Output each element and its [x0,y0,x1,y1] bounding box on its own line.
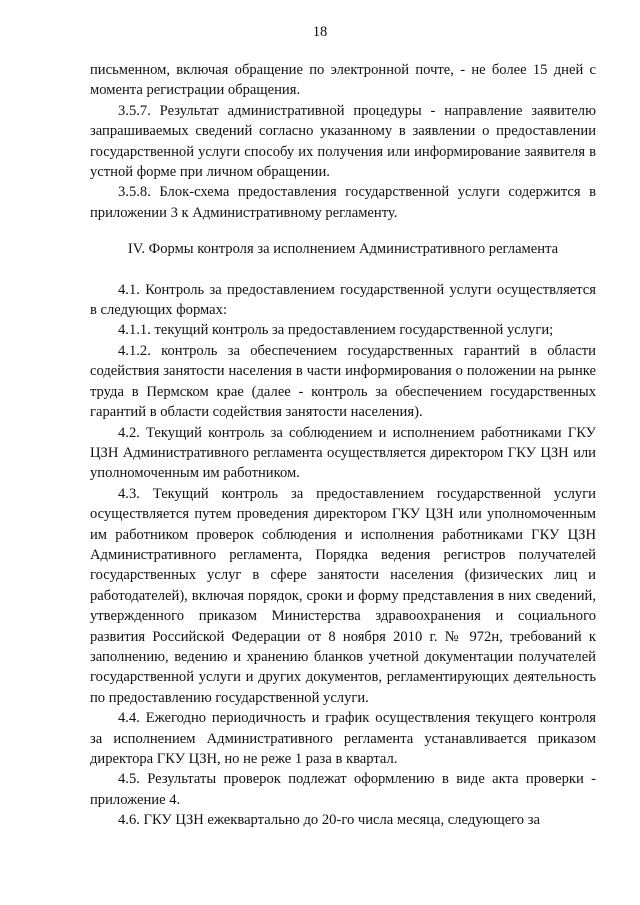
document-body [90,60,596,831]
paragraph-3-5-7: 3.5.7. Результат административной процедуры - направление заявителю запрашиваемых сведений согласно указанному в заявлении о предоставлении государственной услуги способу их получения или информирование заявителя в устной форме при личном обращении. [90,102,596,181]
paragraph-3-5-8: 3.5.8. Блок-схема предоставления государственной услуги содержится в приложении 3 к Административному регламенту. [90,184,596,221]
paragraph-4-5: 4.5. Результаты проверок подлежат оформлению в виде акта проверки - приложение 4. [90,771,596,808]
paragraph-4-1-1: 4.1.1. текущий контроль за предоставлением государственной услуги; [118,322,554,339]
paragraph-4-1-2: 4.1.2. контроль за обеспечением государственных гарантий в области содействия занятости населения в части информирования о положении на рынке труда в Пермском крае (далее - контроль за обеспечением государственных гарантий в области содействия занятости населения). [90,342,596,421]
paragraph-continuation: письменном, включая обращение по электронной почте, - не более 15 дней с момента регистрации обращения. [90,62,596,99]
paragraph-4-1: 4.1. Контроль за предоставлением государственной услуги осуществляется в следующих формах: [90,281,596,319]
section-heading: IV. Формы контроля за исполнением Административного регламента [127,241,559,258]
paragraph-4-2: 4.2. Текущий контроль за соблюдением и исполнением работниками ГКУ ЦЗН Административного регламента осуществляется директором ГКУ ЦЗН или уполномоченным им работником. [90,424,596,482]
paragraph-4-3: 4.3. Текущий контроль за предоставлением государственной услуги осуществляется путем проведения директором ГКУ ЦЗН или уполномоченным им работником проверок соблюдения и исполнения работниками ГКУ ЦЗН Административного регламента, Порядка ведения регистров получателей государственных услуг в сфере занятости населения (физических лиц и работодателей), включая порядок, сроки и форму представления в них сведений, утвержденного приказом Министерства здравоохранения и социального развития Российской Федерации от 8 ноября 2010 г. № 972н, требований к заполнению, ведению и хранению бланков учетной документации получателей государственной услуги и других документов, регламентирующих деятельность по предоставлению государственной услуги. [90,485,596,706]
paragraph-4-4: 4.4. Ежегодно периодичность и график осуществления текущего контроля за исполнением Административного регламента устанавливается приказом директора ГКУ ЦЗН, но не реже 1 раза в квартал. [90,710,596,767]
paragraph-4-6: 4.6. ГКУ ЦЗН ежеквартально до 20-го числа месяца, следующего за [118,812,540,829]
page-number: 18 [312,24,328,40]
